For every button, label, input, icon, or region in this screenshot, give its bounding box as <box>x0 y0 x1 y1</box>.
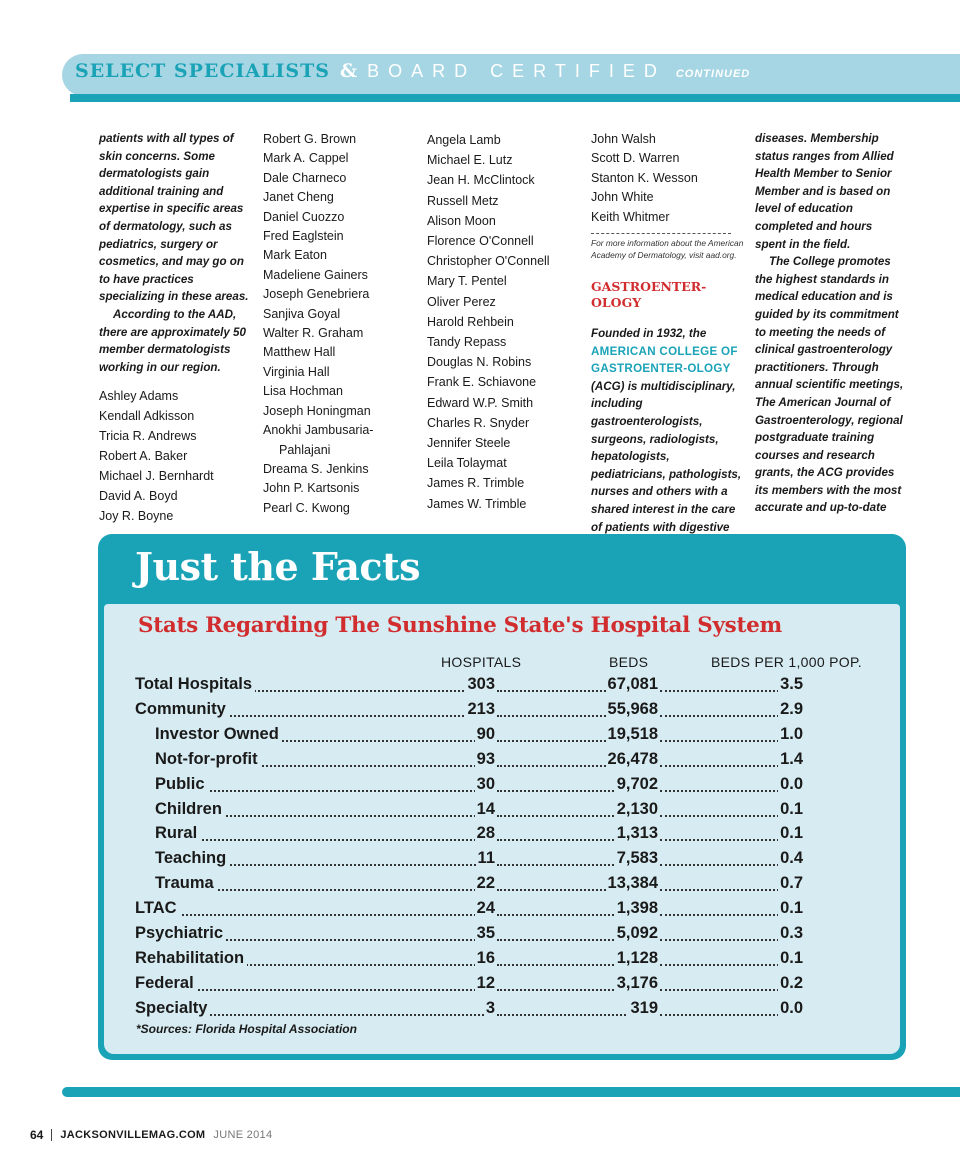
stat-label: Teaching <box>155 849 229 868</box>
stat-beds: 19,518 <box>607 724 658 743</box>
stat-label: Community <box>135 700 229 719</box>
header-continued: CONTINUED <box>675 68 751 80</box>
specialist-name: Pearl C. Kwong <box>263 500 350 515</box>
specialist-name: Kendall Adkisson <box>99 409 195 424</box>
specialist-name: Edward W.P. Smith <box>427 395 534 410</box>
stat-beds: 2,130 <box>616 799 658 818</box>
specialist-name: Jennifer Steele <box>427 436 511 451</box>
stat-row <box>135 750 803 774</box>
stat-hospitals: 28 <box>476 824 495 843</box>
specialist-name: Tricia R. Andrews <box>99 429 197 444</box>
stat-row <box>135 849 803 873</box>
stat-hospitals: 90 <box>476 724 495 743</box>
specialist-name: Daniel Cuozzo <box>263 209 345 224</box>
specialist-name: Janet Cheng <box>263 190 334 205</box>
header-select-specialists: SELECT SPECIALISTS <box>75 60 330 82</box>
stat-row <box>135 924 803 948</box>
specialist-name: Alison Moon <box>427 213 496 228</box>
stat-row <box>135 775 803 799</box>
specialist-name: Jean H. McClintock <box>427 173 535 188</box>
specialist-name: John P. Kartsonis <box>263 481 360 496</box>
stat-beds: 5,092 <box>616 924 658 942</box>
section-header <box>75 60 750 90</box>
facts-subtitle: Stats Regarding The Sunshine State's Hospital System <box>138 613 782 638</box>
stat-hospitals: 213 <box>467 699 495 718</box>
specialist-name: David A. Boyd <box>99 489 178 504</box>
stat-label: Total Hospitals <box>135 675 255 694</box>
specialist-name: Mark A. Cappel <box>263 151 349 166</box>
stat-row <box>135 700 803 724</box>
specialist-name: Frank E. Schiavone <box>427 375 537 390</box>
specialist-name: James R. Trimble <box>427 476 525 491</box>
acg-name: AMERICAN COLLEGE OF GASTROENTER-OLOGY <box>591 344 738 376</box>
aad-footnote: For more information about the American Academy of Dermatology, visit aad.org. <box>591 238 744 261</box>
stat-hospitals: 14 <box>476 799 495 818</box>
column-header-beds-per-1000: BEDS PER 1,000 POP. <box>711 654 862 670</box>
stat-label: Public <box>155 775 208 794</box>
specialist-name: Michael E. Lutz <box>427 153 513 168</box>
stat-beds: 13,384 <box>607 874 658 893</box>
stat-beds-per-1000: 0.3 <box>780 924 803 942</box>
specialist-name: Madeliene Gainers <box>263 267 368 282</box>
specialist-name: Florence O'Connell <box>427 234 534 249</box>
dermatologist-list-1 <box>99 386 251 526</box>
stat-row <box>135 899 803 923</box>
dermatology-paragraph-2: According to the AAD, there are approximately 50 member dermatologists working in our region. <box>99 307 246 374</box>
stat-beds-per-1000: 0.7 <box>780 874 803 893</box>
specialist-name: Tandy Repass <box>427 335 507 350</box>
stat-row <box>135 999 803 1023</box>
specialist-name: James W. Trimble <box>427 496 527 511</box>
stat-label: Trauma <box>155 874 217 893</box>
dot-leader <box>155 839 495 841</box>
stat-label: Not-for-profit <box>155 750 261 769</box>
specialist-name: Joy R. Boyne <box>99 509 174 524</box>
stat-row <box>135 824 803 848</box>
stat-row <box>135 725 803 749</box>
stat-hospitals: 11 <box>477 849 495 868</box>
header-board-certified: BOARD CERTIFIED <box>367 61 666 81</box>
stat-beds: 9,702 <box>616 774 658 793</box>
stat-beds-per-1000: 0.0 <box>780 774 803 793</box>
specialist-name: Angela Lamb <box>427 133 501 147</box>
specialist-name: Harold Rehbein <box>427 314 514 329</box>
stat-beds-per-1000: 0.0 <box>780 998 803 1017</box>
specialist-name: Keith Whitmer <box>591 209 670 224</box>
stat-label: LTAC <box>135 899 180 918</box>
specialist-name: Robert G. Brown <box>263 132 357 146</box>
facts-title: Just the Facts <box>135 544 420 589</box>
specialist-name: Anokhi Jambusaria-Pahlajani <box>263 423 374 457</box>
acg-college-paragraph: The College promotes the highest standards in medical education and is guided by its commitment to meeting the needs of clinical gastroenterology practitioners. Through annual scientific meetings, The American Journal of Gastroenterology, regional postgraduate training courses and research grants, the ACG provides its members with the most accurate and up-to-date <box>755 255 904 515</box>
footer-separator <box>51 1129 52 1141</box>
stat-label: Rural <box>155 824 200 843</box>
stat-hospitals: 12 <box>476 973 495 992</box>
stat-beds-per-1000: 2.9 <box>780 699 803 718</box>
stat-beds: 26,478 <box>607 749 658 768</box>
specialist-name: Ashley Adams <box>99 389 179 404</box>
stat-hospitals: 35 <box>476 924 495 942</box>
stat-beds-per-1000: 1.0 <box>780 724 803 743</box>
specialist-name: Sanjiva Goyal <box>263 306 341 321</box>
specialist-name: Mary T. Pentel <box>427 274 507 289</box>
stat-hospitals: 24 <box>476 899 495 918</box>
specialist-name: Walter R. Graham <box>263 326 364 341</box>
acg-intro: Founded in 1932, the <box>591 327 707 341</box>
specialist-name: Dreama S. Jenkins <box>263 461 369 476</box>
stat-hospitals: 16 <box>476 948 495 967</box>
stat-hospitals: 3 <box>485 998 495 1017</box>
stat-label: Investor Owned <box>155 725 282 744</box>
page-footer <box>30 1128 272 1142</box>
stat-row <box>135 974 803 998</box>
specialist-name: Leila Tolaymat <box>427 456 507 471</box>
stat-label: Psychiatric <box>135 924 226 943</box>
specialist-name: Christopher O'Connell <box>427 254 550 269</box>
header-underline <box>70 94 960 102</box>
stat-label: Children <box>155 800 225 819</box>
specialist-name: Scott D. Warren <box>591 151 680 166</box>
footer-site: JACKSONVILLEMAG.COM <box>60 1129 206 1141</box>
specialist-name: Mark Eaton <box>263 248 327 263</box>
dermatologist-list-2 <box>263 130 418 518</box>
specialist-name: Joseph Genebriera <box>263 287 370 302</box>
dermatologist-list-4 <box>591 130 746 227</box>
column-header-beds: BEDS <box>609 654 649 670</box>
stat-beds: 1,398 <box>616 899 658 918</box>
specialist-name: Russell Metz <box>427 193 499 208</box>
sources-note: *Sources: Florida Hospital Association <box>136 1022 357 1036</box>
acg-paragraph <box>591 325 746 536</box>
stat-beds-per-1000: 0.1 <box>780 899 803 918</box>
footer-rule <box>62 1087 960 1097</box>
stat-beds-per-1000: 0.4 <box>780 849 803 868</box>
column-4 <box>591 130 746 536</box>
stat-label: Rehabilitation <box>135 949 247 968</box>
gastroenterology-heading: GASTROENTER-OLOGY <box>591 279 707 311</box>
specialist-name: Charles R. Snyder <box>427 415 530 430</box>
stat-hospitals: 30 <box>476 774 495 793</box>
acg-membership-paragraph: diseases. Membership status ranges from Allied Health Member to Senior Member and is based on level of education completed and hours spent in the field. <box>755 132 894 251</box>
stat-beds: 319 <box>630 998 658 1017</box>
column-1 <box>99 130 251 526</box>
column-header-hospitals: HOSPITALS <box>441 654 522 670</box>
stat-beds-per-1000: 0.1 <box>780 824 803 843</box>
stat-beds: 55,968 <box>607 699 658 718</box>
stat-row <box>135 800 803 824</box>
stat-beds: 7,583 <box>616 849 658 868</box>
stat-hospitals: 22 <box>476 874 495 893</box>
header-ampersand: & <box>340 60 358 82</box>
specialist-name: Matthew Hall <box>263 345 336 360</box>
specialist-name: John Walsh <box>591 132 656 146</box>
stat-beds: 67,081 <box>607 675 658 693</box>
stat-beds: 3,176 <box>616 973 658 992</box>
acg-description: (ACG) is multidisciplinary, including gastroenterologists, surgeons, radiologists, hepatologists, pediatricians, pathologists, nurses and others with a shared interest in the care of patients with digestive <box>591 379 742 534</box>
stat-hospitals: 303 <box>467 675 495 693</box>
dermatologist-list-3 <box>427 130 582 514</box>
stat-label: Federal <box>135 974 197 993</box>
specialist-name: Stanton K. Wesson <box>591 170 698 185</box>
dot-leader <box>135 914 495 916</box>
specialist-name: Lisa Hochman <box>263 384 343 399</box>
page-number: 64 <box>30 1128 44 1142</box>
footer-date: JUNE 2014 <box>213 1129 273 1141</box>
specialist-name: Virginia Hall <box>263 364 330 379</box>
stat-row <box>135 874 803 898</box>
stat-beds: 1,313 <box>616 824 658 843</box>
stat-beds-per-1000: 0.1 <box>780 948 803 967</box>
specialist-name: Dale Charneco <box>263 170 347 185</box>
specialist-name: Robert A. Baker <box>99 449 188 464</box>
stat-row <box>135 675 803 699</box>
specialist-name: Oliver Perez <box>427 294 496 309</box>
specialist-name: John White <box>591 190 654 205</box>
column-5 <box>755 130 905 517</box>
footnote-divider <box>591 233 731 234</box>
stat-beds-per-1000: 3.5 <box>780 675 803 693</box>
stat-beds-per-1000: 1.4 <box>780 749 803 768</box>
stat-beds-per-1000: 0.2 <box>780 973 803 992</box>
specialist-name: Michael J. Bernhardt <box>99 469 214 484</box>
stat-beds: 1,128 <box>616 948 658 967</box>
stat-beds-per-1000: 0.1 <box>780 799 803 818</box>
specialist-name: Joseph Honingman <box>263 403 371 418</box>
stat-hospitals: 93 <box>476 749 495 768</box>
dermatology-paragraph-1: patients with all types of skin concerns. Some dermatologists gain additional training and expertise in specific areas of dermatology, such as pediatrics, surgery or cosmetics, and may go on to have practices specializing in these areas. <box>99 132 249 304</box>
stat-label: Specialty <box>135 999 210 1018</box>
specialist-name: Fred Eaglstein <box>263 229 344 244</box>
stat-row <box>135 949 803 973</box>
specialist-name: Douglas N. Robins <box>427 355 532 370</box>
